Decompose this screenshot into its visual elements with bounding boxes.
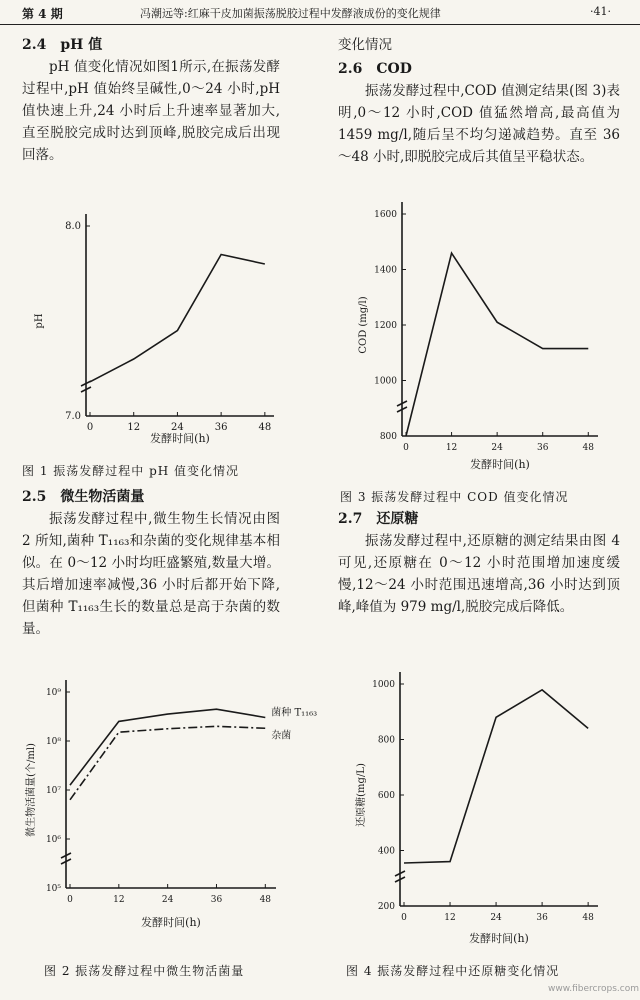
section-2-6 [338, 58, 620, 168]
x-axis-label: 发酵时间(h) [150, 432, 210, 445]
section-body: 振荡发酵过程中,还原糖的测定结果由图 4 可见,还原糖在 0～12 小时范围增加速度缓慢,12～24 小时范围迅速增高,36 小时达到顶峰,峰值为 979 mg/l,脱胶完成后降低。 [338, 533, 620, 615]
section-body: pH 值变化情况如图1所示,在振荡发酵过程中,pH 值始终呈碱性,0～24 小时,pH 值快速上升,24 小时后上升速率显著加大,直至脱胶完成时达到顶峰,脱胶完成后出现回落。 [22, 59, 280, 163]
x-tick-label: 24 [491, 443, 503, 453]
x-axis-label: 发酵时间(h) [470, 458, 530, 471]
figure-2-caption: 图 2 振荡发酵过程中微生物活菌量 [44, 964, 245, 978]
figure-1-caption: 图 1 振荡发酵过程中 pH 值变化情况 [22, 464, 240, 478]
section-heading: 2.4 pH 值 [22, 37, 103, 53]
x-tick-label: 12 [113, 895, 125, 905]
section-2-5-continued [338, 34, 620, 56]
x-tick-label: 48 [582, 913, 594, 923]
y-tick-label: 8.0 [65, 221, 81, 232]
y-axis-label: 还原糖(mg/L) [356, 763, 367, 827]
x-tick-label: 48 [258, 422, 272, 433]
page-number: ·41· [590, 5, 611, 18]
figure-4-chart [338, 668, 628, 958]
y-tick-label: 600 [377, 791, 395, 801]
x-tick-label: 12 [127, 422, 141, 433]
watermark: www.fibercrops.com [548, 984, 639, 994]
section-2-5 [22, 486, 280, 640]
figure-4-caption: 图 4 振荡发酵过程中还原糖变化情况 [346, 964, 560, 978]
x-tick-label: 48 [582, 443, 595, 453]
section-2-7 [338, 508, 620, 618]
y-tick-label: 10⁹ [45, 688, 61, 698]
legend-label: 杂菌 [271, 730, 292, 742]
section-2-4 [22, 34, 280, 166]
y-tick-label: 1600 [374, 210, 397, 220]
page-header [0, 0, 640, 25]
y-tick-label: 1200 [374, 321, 397, 331]
section-body: 振荡发酵过程中,微生物生长情况由图 2 所知,菌种 T₁₁₆₃和杂菌的变化规律基本相似。在 0～12 小时均旺盛繁殖,数量大增。其后增加速率减慢,36 小时后都开始下降,但菌种 T₁₁₆₃生长的数量总是高于杂菌的数量。 [22, 511, 280, 637]
section-body: 振荡发酵过程中,COD 值测定结果(图 3)表明,0～12 小时,COD 值猛然增高,最高值为 1459 mg/l,随后呈不均匀递减趋势。直至 36～48 小时,即脱胶完成后其值呈平稳状态。 [338, 83, 620, 165]
series-line [70, 726, 265, 800]
x-tick-label: 24 [161, 895, 174, 905]
x-tick-label: 36 [536, 913, 548, 923]
x-tick-label: 12 [444, 913, 456, 923]
y-tick-label: 7.0 [65, 411, 81, 422]
x-tick-label: 36 [210, 895, 223, 905]
y-axis-label: COD (mg/l) [358, 296, 369, 354]
y-tick-label: 200 [377, 902, 395, 912]
x-tick-label: 36 [214, 422, 228, 433]
y-tick-label: 1400 [374, 265, 397, 276]
x-tick-label: 0 [67, 895, 73, 905]
y-tick-label: 10⁸ [45, 737, 61, 747]
running-title: 冯潮远等:红麻干皮加菌振荡脱胶过程中发酵液成份的变化规律 [140, 7, 441, 20]
x-axis-label: 发酵时间(h) [141, 916, 201, 929]
x-axis-label: 发酵时间(h) [469, 932, 529, 945]
series-line [406, 253, 588, 436]
x-tick-label: 12 [445, 443, 458, 453]
figure-1-chart [20, 186, 290, 462]
y-tick-label: 1000 [372, 680, 395, 690]
legend-label: 菌种 T₁₁₆₃ [271, 707, 318, 719]
issue-number: 第 4 期 [22, 7, 63, 21]
y-tick-label: 400 [377, 846, 395, 857]
y-tick-label: 10⁵ [45, 884, 61, 894]
y-tick-label: 800 [377, 735, 395, 746]
y-tick-label: 10⁷ [45, 786, 61, 796]
x-tick-label: 48 [259, 895, 272, 905]
series-line [90, 255, 265, 382]
x-tick-label: 24 [171, 422, 184, 433]
y-axis-label: 微生物活菌量(个/ml) [26, 743, 37, 837]
x-tick-label: 0 [401, 913, 407, 923]
figure-3-chart [338, 200, 628, 482]
continued-text: 变化情况 [338, 37, 392, 53]
x-tick-label: 0 [403, 443, 409, 453]
series-line [70, 709, 265, 785]
section-heading: 2.5 微生物活菌量 [22, 489, 145, 505]
series-line [404, 690, 588, 863]
figure-3-caption: 图 3 振荡发酵过程中 COD 值变化情况 [340, 490, 569, 504]
section-heading: 2.6 COD [338, 61, 412, 77]
figure-2-chart [20, 680, 320, 958]
y-tick-label: 1000 [374, 376, 397, 387]
x-tick-label: 36 [536, 443, 549, 453]
y-tick-label: 10⁶ [45, 835, 61, 845]
x-tick-label: 24 [490, 913, 502, 923]
section-heading: 2.7 还原糖 [338, 511, 419, 527]
y-tick-label: 800 [379, 432, 397, 442]
y-axis-label: pH [34, 313, 45, 329]
x-tick-label: 0 [86, 422, 94, 433]
